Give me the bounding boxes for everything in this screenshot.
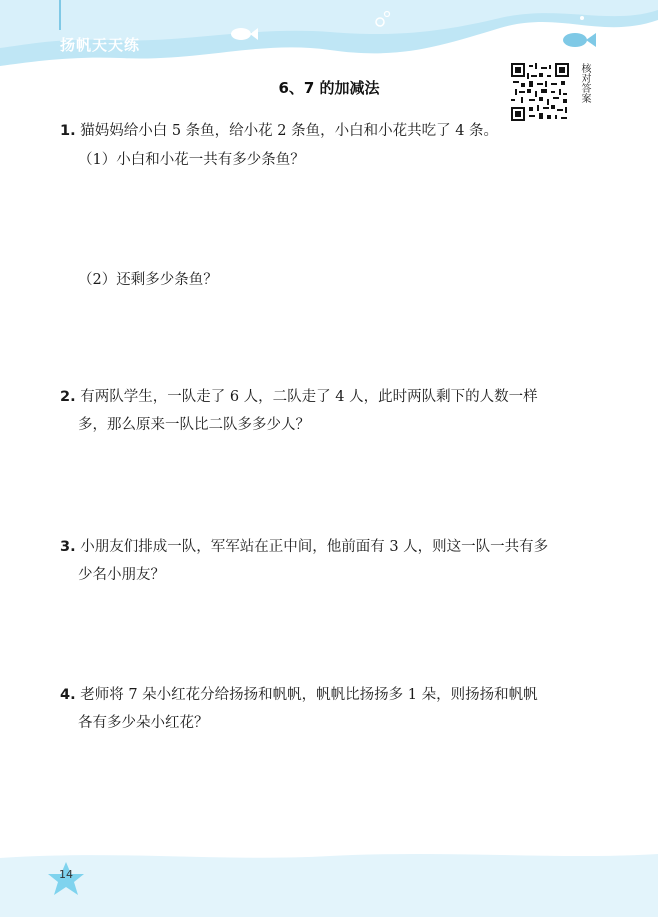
fish-icon: [563, 33, 596, 47]
question-text: 猫妈妈给小白 5 条鱼，给小花 2 条鱼，小白和小花共吃了 4 条。: [80, 123, 499, 139]
qr-code-icon[interactable]: [511, 63, 569, 121]
question-4: [60, 681, 538, 737]
question-number: 3.: [60, 539, 76, 555]
qr-code-label: 核对答案: [579, 63, 590, 103]
question-number: 1.: [60, 123, 76, 139]
question-1: [60, 117, 498, 145]
question-number: 4.: [60, 687, 76, 703]
question-text-line-2: 少名小朋友？: [78, 567, 165, 583]
question-number: 2.: [60, 389, 76, 405]
footer-banner: [0, 848, 658, 917]
sub-question-1-2: （2）还剩多少条鱼？: [78, 272, 218, 288]
question-text-line-1: 有两队学生，一队走了 6 人，二队走了 4 人，此时两队剩下的人数一样: [80, 389, 538, 405]
question-text-line-1: 老师将 7 朵小红花分给扬扬和帆帆，帆帆比扬扬多 1 朵，则扬扬和帆帆: [80, 687, 538, 703]
page-title: 6、7 的加减法: [278, 79, 380, 97]
sub-question-1-1: （1）小白和小花一共有多少条鱼？: [78, 152, 305, 168]
question-3: [60, 533, 548, 589]
page-number: 14: [59, 868, 73, 881]
question-text-line-2: 各有多少朵小红花？: [78, 715, 209, 731]
question-2: [60, 383, 538, 439]
brand-logo: 扬帆天天练: [60, 36, 141, 54]
question-text-line-2: 多，那么原来一队比二队多多少人？: [78, 417, 310, 433]
question-text-line-1: 小朋友们排成一队，军军站在正中间，他前面有 3 人，则这一队一共有多: [80, 539, 549, 555]
bubble-icon: [580, 16, 584, 20]
